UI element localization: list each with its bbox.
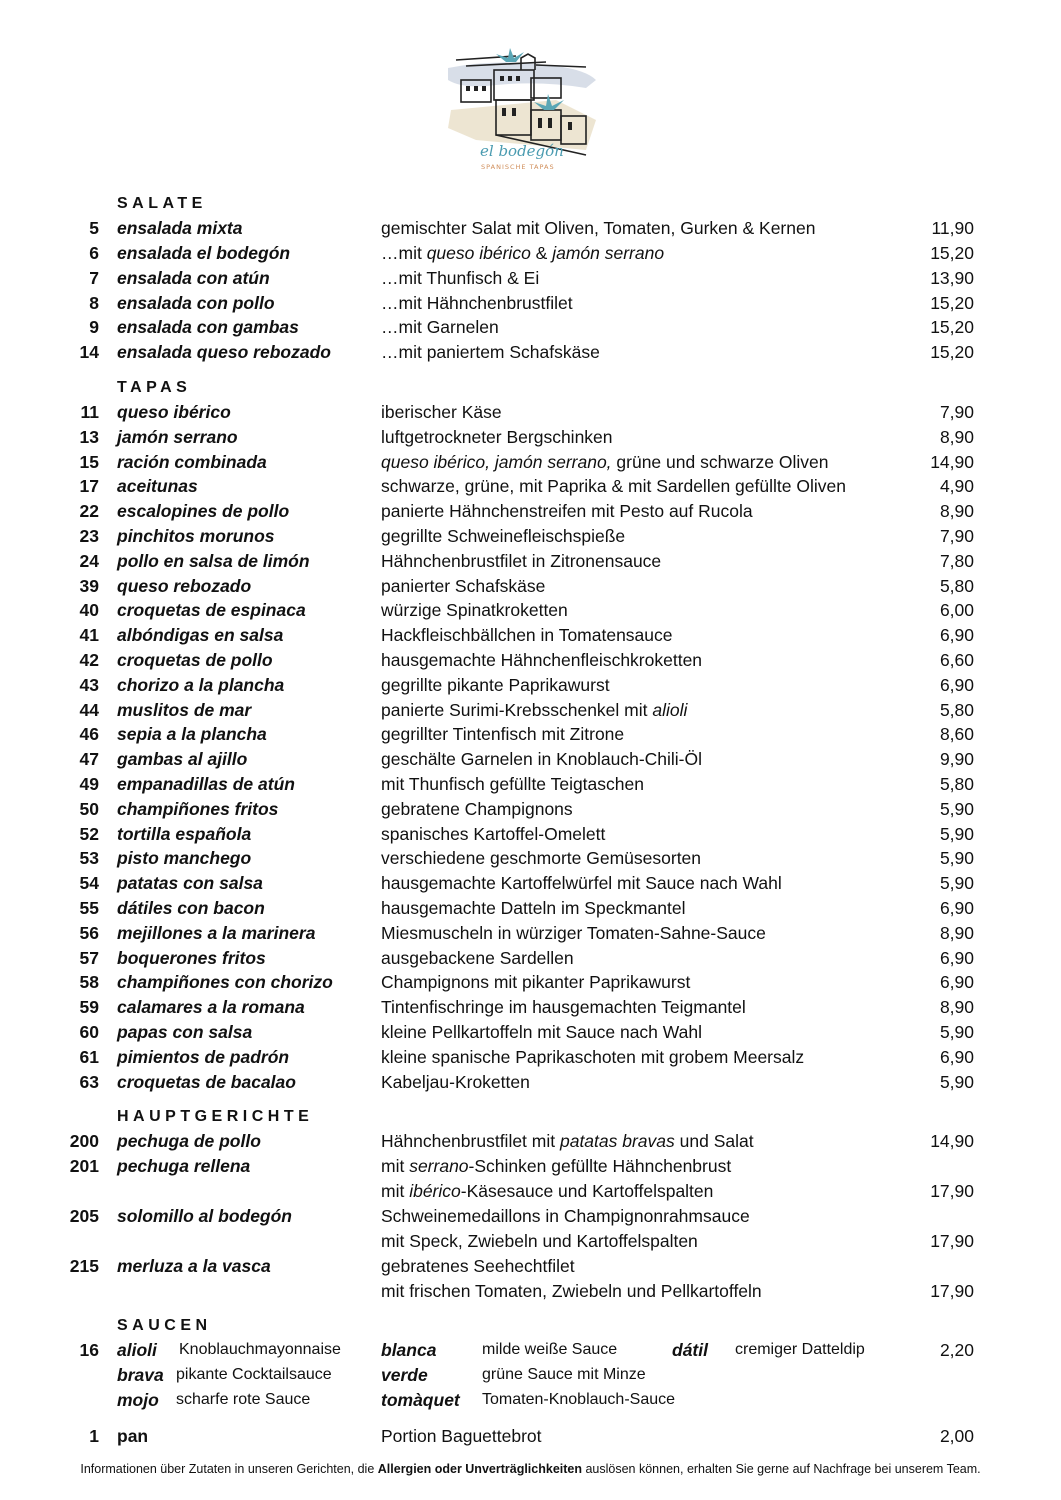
menu-item [0, 340, 1061, 364]
item-number: 54 [79, 873, 99, 894]
item-name: pisto manchego [117, 848, 252, 869]
item-price: 6,90 [939, 947, 974, 968]
item-price: 5,90 [939, 798, 974, 819]
item-description: ausgebackene Sardellen [381, 947, 574, 968]
item-price: 15,20 [930, 317, 974, 337]
menu-item [0, 524, 1061, 548]
item-description: Hähnchenbrustfilet in Zitronensauce [381, 550, 662, 571]
item-price: 6,90 [939, 1046, 974, 1067]
item-price: 8,90 [939, 501, 974, 522]
menu-item [0, 896, 1061, 920]
item-number: 15 [79, 451, 99, 472]
item-name: pechuga de pollo [117, 1131, 261, 1151]
menu-item [0, 946, 1061, 970]
item-price: 8,90 [939, 922, 974, 943]
menu-item [0, 241, 1061, 265]
menu-item [0, 970, 1061, 994]
desc-text: grüne und schwarze Oliven [611, 451, 829, 472]
item-description: mit Thunfisch gefüllte Teigtaschen [381, 774, 644, 794]
item-number: 59 [79, 997, 99, 1018]
item-price: 6,00 [939, 600, 974, 621]
sauce-row [0, 1363, 1061, 1387]
item-name: escalopines de pollo [117, 501, 290, 522]
item-price: 4,90 [939, 476, 974, 497]
item-name: albóndigas en salsa [117, 625, 284, 646]
item-description: Champignons mit pikanter Paprikawurst [381, 972, 691, 993]
item-description: hausgemachte Datteln im Speckmantel [381, 898, 686, 918]
item-number: 44 [79, 699, 99, 720]
item-number: 7 [89, 268, 99, 288]
item-number: 1 [89, 1426, 99, 1446]
item-name: champiñones fritos [117, 798, 279, 819]
sauce-name: blanca [381, 1340, 437, 1360]
desc-text: & [530, 243, 553, 263]
item-name: champiñones con chorizo [117, 972, 333, 993]
item-description-line2: mit frischen Tomaten, Zwiebeln und Pellkartoffeln [381, 1281, 762, 1301]
item-description: geschälte Garnelen in Knoblauch-Chili-Öl [381, 749, 703, 770]
desc-italic: ibérico [409, 1181, 461, 1201]
item-name: empanadillas de atún [117, 774, 295, 794]
item-price: 8,60 [939, 724, 974, 745]
menu-item [0, 266, 1061, 290]
menu-item [0, 1204, 1061, 1228]
item-number: 41 [79, 625, 99, 646]
item-number: 43 [79, 674, 99, 695]
menu-item [0, 995, 1061, 1019]
item-description: …mit Thunfisch & Ei [381, 268, 540, 288]
item-description: iberischer Käse [381, 402, 502, 422]
item-name: merluza a la vasca [117, 1256, 271, 1276]
menu-item [0, 549, 1061, 573]
menu-item [0, 623, 1061, 647]
sauce-description: Tomaten-Knoblauch-Sauce [482, 1391, 676, 1408]
item-name: ensalada queso rebozado [117, 342, 331, 362]
item-description: panierte Hähnchenstreifen mit Pesto auf Rucola [381, 501, 753, 522]
menu-item [0, 797, 1061, 821]
sauce-name: verde [381, 1365, 428, 1385]
allergen-notice [0, 1461, 1061, 1477]
item-price: 5,90 [939, 1071, 974, 1092]
menu-item-pan [0, 1424, 1061, 1448]
item-name: patatas con salsa [117, 873, 263, 894]
item-number: 60 [79, 1022, 99, 1042]
item-name: boquerones fritos [117, 947, 266, 968]
menu-item [0, 425, 1061, 449]
item-description-line2 [381, 1179, 713, 1203]
menu-item [0, 598, 1061, 622]
item-description-line1: Schweinemedaillons in Champignonrahmsauce [381, 1206, 750, 1226]
menu-item [0, 1020, 1061, 1044]
sauce-description: cremiger Datteldip [735, 1341, 865, 1358]
item-name: gambas al ajillo [117, 749, 248, 770]
item-number: 23 [79, 526, 99, 546]
sauce-description: scharfe rote Sauce [176, 1391, 311, 1408]
item-price: 15,20 [930, 293, 974, 313]
item-number: 201 [69, 1156, 99, 1176]
item-description-line1 [381, 1154, 731, 1178]
item-number: 49 [79, 774, 99, 794]
desc-text: …mit [381, 243, 427, 263]
item-description: gegrillter Tintenfisch mit Zitrone [381, 724, 625, 745]
item-description: luftgetrockneter Bergschinken [381, 426, 613, 447]
item-description [381, 698, 687, 722]
item-description: Tintenfischringe im hausgemachten Teigmantel [381, 997, 746, 1018]
item-number: 55 [79, 898, 99, 918]
item-name: solomillo al bodegón [117, 1206, 292, 1226]
item-description: gebratene Champignons [381, 798, 573, 819]
item-price: 13,90 [930, 268, 974, 288]
item-price: 15,20 [930, 243, 974, 263]
item-number: 9 [89, 317, 99, 337]
item-name: pan [117, 1426, 149, 1446]
item-name: ensalada con gambas [117, 317, 299, 337]
menu-item [0, 846, 1061, 870]
item-description: …mit Hähnchenbrustfilet [381, 293, 573, 313]
menu-item [0, 400, 1061, 424]
menu-item [0, 871, 1061, 895]
sauce-name: mojo [117, 1390, 159, 1410]
item-number: 61 [79, 1046, 99, 1067]
item-number: 14 [79, 342, 99, 362]
item-number: 56 [79, 922, 99, 943]
menu-item [0, 1045, 1061, 1069]
item-name: mejillones a la marinera [117, 922, 316, 943]
desc-italic: patatas bravas [559, 1131, 675, 1151]
menu-item-continuation [0, 1179, 1061, 1203]
item-description: Hackfleischbällchen in Tomatensauce [381, 625, 673, 646]
item-price: 5,90 [939, 1022, 974, 1042]
sauce-description: grüne Sauce mit Minze [482, 1366, 646, 1383]
item-price: 5,80 [939, 699, 974, 720]
item-name: chorizo a la plancha [117, 674, 285, 695]
item-price: 5,80 [939, 774, 974, 794]
menu-item [0, 315, 1061, 339]
item-name: jamón serrano [117, 426, 238, 447]
sauce-name: alioli [117, 1340, 157, 1360]
item-price: 15,20 [930, 342, 974, 362]
desc-text: mit [381, 1156, 410, 1176]
item-description-line1: gebratenes Seehechtfilet [381, 1256, 575, 1276]
sauce-description: pikante Cocktailsauce [176, 1366, 332, 1383]
item-description: Kabeljau-Kroketten [381, 1071, 530, 1092]
menu-item [0, 1254, 1061, 1278]
item-number: 13 [79, 426, 99, 447]
desc-text: panierte Surimi-Krebsschenkel mit [381, 699, 653, 720]
menu-item [0, 673, 1061, 697]
item-price: 5,90 [939, 823, 974, 844]
menu-item [0, 1154, 1061, 1178]
item-name: croquetas de pollo [117, 650, 273, 670]
item-price: 2,20 [939, 1340, 974, 1360]
item-number: 46 [79, 724, 99, 745]
section-heading-tapas: TAPAS [117, 379, 192, 396]
desc-italic: queso ibérico [426, 243, 531, 263]
item-name: tortilla española [117, 823, 252, 844]
item-name: pechuga rellena [117, 1156, 251, 1176]
item-price: 7,80 [939, 550, 974, 571]
item-number: 16 [79, 1340, 99, 1360]
item-name: ensalada mixta [117, 218, 243, 238]
item-price: 6,90 [939, 625, 974, 646]
menu-item [0, 1070, 1061, 1094]
item-description [381, 241, 664, 265]
item-number: 42 [79, 650, 99, 670]
item-price: 14,90 [930, 451, 974, 472]
item-price: 17,90 [930, 1281, 974, 1301]
item-description-line2: mit Speck, Zwiebeln und Kartoffelspalten [381, 1231, 698, 1251]
section-heading-saucen: SAUCEN [117, 1317, 212, 1334]
item-number: 24 [79, 550, 99, 571]
restaurant-logo [436, 40, 606, 175]
item-number: 22 [79, 501, 99, 522]
item-description: …mit paniertem Schafskäse [381, 342, 600, 362]
desc-italic: alioli [652, 699, 688, 720]
item-number: 5 [89, 218, 99, 238]
item-name: muslitos de mar [117, 699, 252, 720]
item-price: 5,90 [939, 848, 974, 869]
menu-item [0, 474, 1061, 498]
notice-text: Informationen über Zutaten in unseren Gerichten, die [80, 1462, 378, 1476]
desc-text: Hähnchenbrustfilet mit [381, 1131, 560, 1151]
item-price: 5,90 [939, 873, 974, 894]
desc-text: -Schinken gefüllte Hähnchenbrust [468, 1156, 732, 1176]
item-price: 17,90 [930, 1231, 974, 1251]
item-name: ensalada con pollo [117, 293, 275, 313]
menu-item [0, 722, 1061, 746]
sauce-row [0, 1388, 1061, 1412]
item-description [381, 1129, 754, 1153]
item-price: 14,90 [930, 1131, 974, 1151]
sauce-name: tomàquet [381, 1390, 460, 1410]
logo-brand-text: el bodegón [480, 142, 564, 160]
item-name: ensalada el bodegón [117, 243, 291, 263]
item-description: würzige Spinatkroketten [381, 600, 568, 621]
item-price: 5,80 [939, 575, 974, 596]
item-name: queso ibérico [117, 402, 231, 422]
item-description: gegrillte Schweinefleischspieße [381, 526, 626, 546]
menu-item [0, 921, 1061, 945]
item-description: hausgemachte Kartoffelwürfel mit Sauce nach Wahl [381, 873, 782, 894]
menu-item [0, 574, 1061, 598]
item-name: ración combinada [117, 451, 267, 472]
desc-italic: queso ibérico, jamón serrano, [381, 451, 612, 472]
section-heading-salate: SALATE [117, 195, 207, 212]
item-description: kleine spanische Paprikaschoten mit grobem Meersalz [381, 1046, 805, 1067]
item-price: 6,60 [939, 650, 974, 670]
item-number: 6 [89, 243, 99, 263]
item-number: 58 [79, 972, 99, 993]
menu-item [0, 747, 1061, 771]
menu-item [0, 648, 1061, 672]
item-price: 2,00 [939, 1426, 974, 1446]
menu-item [0, 772, 1061, 796]
menu-item-continuation [0, 1279, 1061, 1303]
desc-text: -Käsesauce und Kartoffelspalten [460, 1181, 714, 1201]
item-description: …mit Garnelen [381, 317, 499, 337]
item-description: Miesmuscheln in würziger Tomaten-Sahne-Sauce [381, 922, 766, 943]
item-description: spanisches Kartoffel-Omelett [381, 823, 606, 844]
sauce-description: Knoblauchmayonnaise [179, 1341, 341, 1358]
item-price: 6,90 [939, 674, 974, 695]
menu-item [0, 1129, 1061, 1153]
item-description: gemischter Salat mit Oliven, Tomaten, Gurken & Kernen [381, 218, 816, 238]
item-number: 39 [79, 575, 99, 596]
sauce-row [0, 1338, 1061, 1362]
menu-item [0, 822, 1061, 846]
menu-item [0, 499, 1061, 523]
item-number: 50 [79, 798, 99, 819]
item-name: papas con salsa [117, 1022, 253, 1042]
menu-item-continuation [0, 1229, 1061, 1253]
item-name: croquetas de bacalao [117, 1071, 296, 1092]
village-illustration-icon [436, 40, 606, 175]
item-price: 7,90 [939, 526, 974, 546]
notice-text: auslösen können, erhalten Sie gerne auf Nachfrage bei unserem Team. [582, 1462, 981, 1476]
item-number: 40 [79, 600, 99, 621]
sauce-name: brava [117, 1365, 164, 1385]
sauce-description: milde weiße Sauce [482, 1341, 618, 1358]
item-price: 7,90 [939, 402, 974, 422]
item-name: pinchitos morunos [117, 526, 275, 546]
item-price: 17,90 [930, 1181, 974, 1201]
item-price: 11,90 [931, 218, 974, 238]
item-description [381, 450, 828, 474]
item-name: calamares a la romana [117, 997, 305, 1018]
item-number: 47 [79, 749, 99, 770]
item-number: 215 [69, 1256, 99, 1276]
item-number: 11 [80, 402, 99, 422]
desc-italic: jamón serrano [552, 243, 665, 263]
menu-item [0, 698, 1061, 722]
menu-item [0, 291, 1061, 315]
item-name: aceitunas [117, 476, 198, 497]
notice-bold-text: Allergien oder Unverträglichkeiten [377, 1462, 582, 1476]
item-number: 57 [79, 947, 99, 968]
item-description: hausgemachte Hähnchenfleischkroketten [381, 650, 703, 670]
item-name: croquetas de espinaca [117, 600, 306, 621]
item-name: queso rebozado [117, 575, 252, 596]
item-price: 6,90 [939, 972, 974, 993]
section-heading-hauptgerichte: HAUPTGERICHTE [117, 1108, 314, 1125]
item-price: 9,90 [939, 749, 974, 770]
desc-text: mit [381, 1181, 410, 1201]
item-description: kleine Pellkartoffeln mit Sauce nach Wahl [381, 1022, 702, 1042]
item-number: 8 [89, 293, 99, 313]
item-number: 52 [79, 823, 99, 844]
item-price: 8,90 [939, 997, 974, 1018]
item-description: Portion Baguettebrot [381, 1426, 542, 1446]
item-description: verschiedene geschmorte Gemüsesorten [381, 848, 702, 869]
item-price: 6,90 [939, 898, 974, 918]
menu-item [0, 216, 1061, 240]
item-number: 17 [79, 476, 99, 497]
menu-item [0, 450, 1061, 474]
item-name: dátiles con bacon [117, 898, 265, 918]
item-name: sepia a la plancha [117, 724, 267, 745]
item-name: ensalada con atún [117, 268, 270, 288]
desc-italic: serrano [409, 1156, 469, 1176]
logo-tagline-text: SPANISCHE TAPAS [481, 163, 555, 171]
item-number: 63 [79, 1071, 99, 1092]
sauce-name: dátil [672, 1340, 708, 1360]
item-description: schwarze, grüne, mit Paprika & mit Sardellen gefüllte Oliven [381, 476, 846, 497]
item-description: panierter Schafskäse [381, 575, 546, 596]
item-number: 53 [79, 848, 99, 869]
item-price: 8,90 [939, 426, 974, 447]
item-description: gegrillte pikante Paprikawurst [381, 674, 610, 695]
item-number: 200 [69, 1131, 99, 1151]
item-name: pollo en salsa de limón [117, 550, 310, 571]
desc-text: und Salat [674, 1131, 754, 1151]
item-number: 205 [69, 1206, 99, 1226]
item-name: pimientos de padrón [117, 1046, 290, 1067]
